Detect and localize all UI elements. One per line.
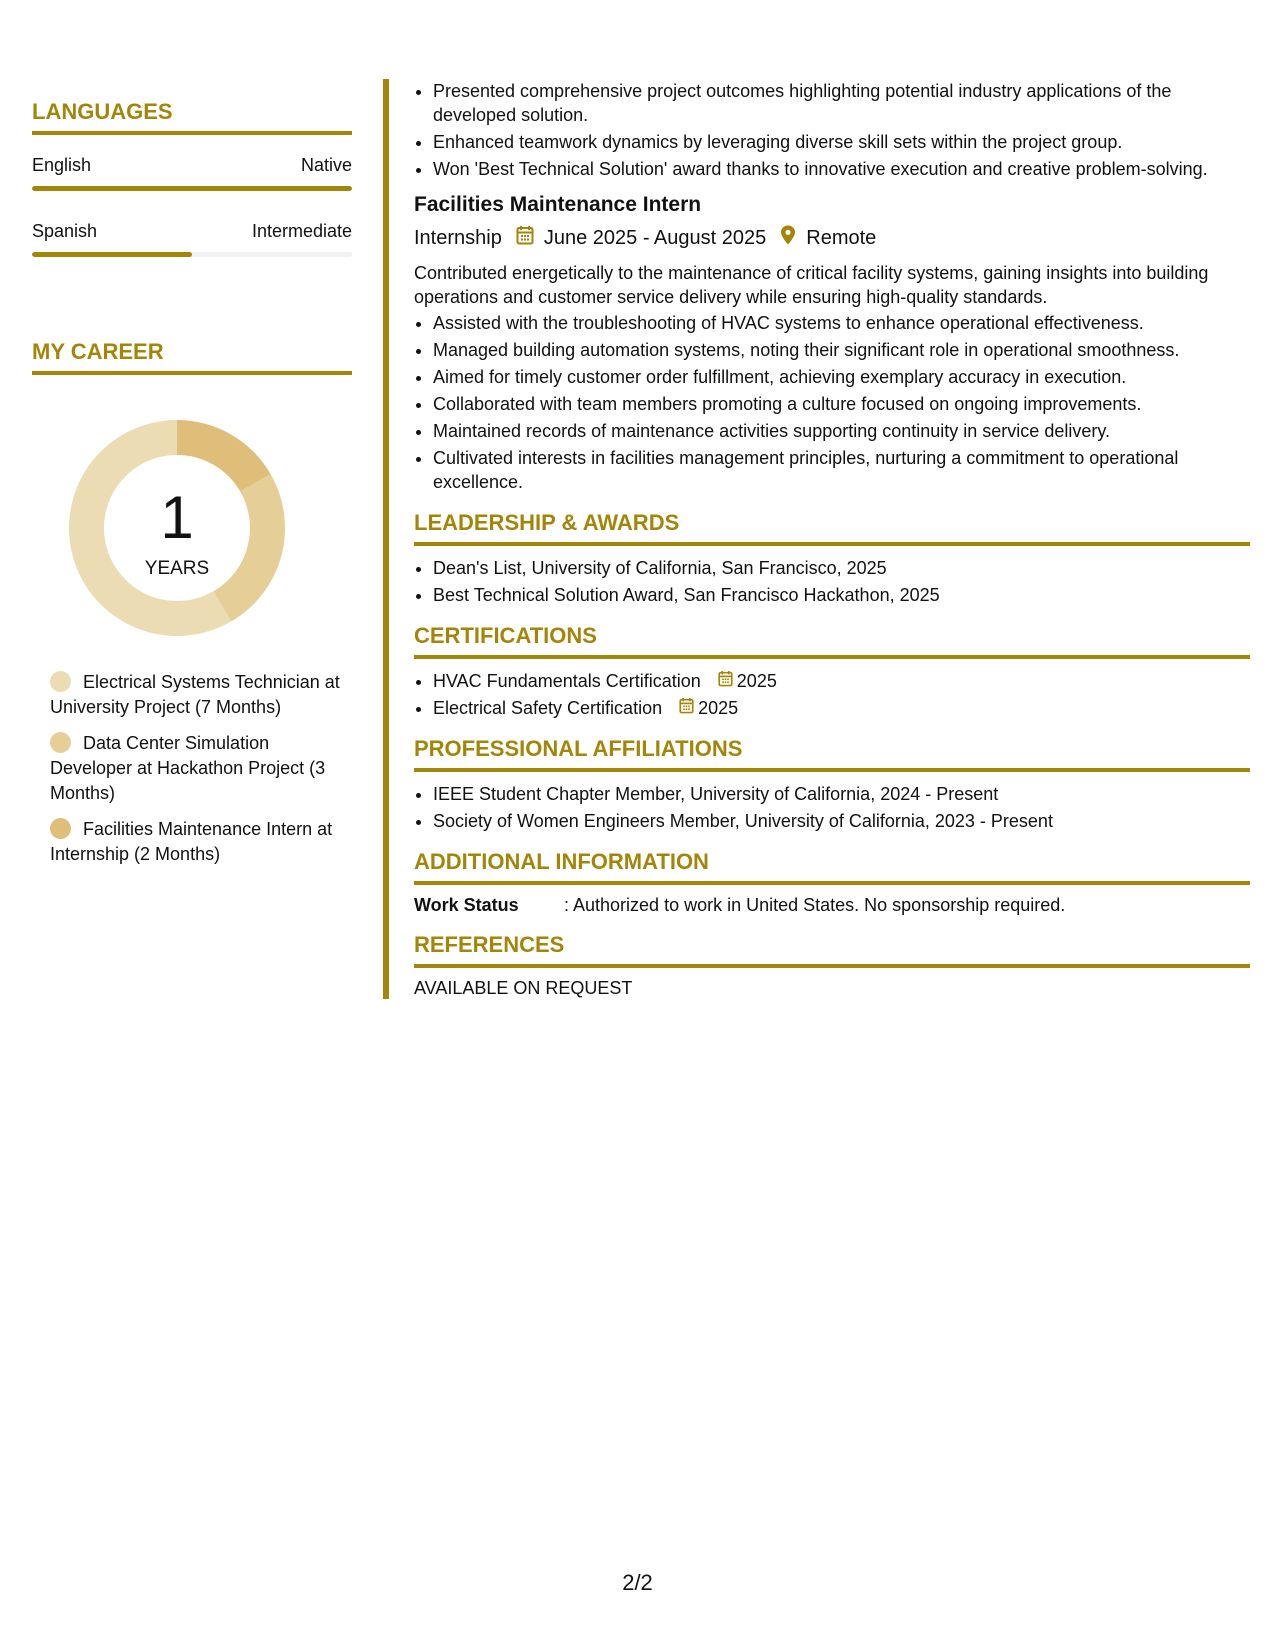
language-name: Spanish bbox=[32, 221, 98, 241]
language-name: English bbox=[32, 155, 92, 175]
job-description: Contributed energetically to the maintenance of critical facility systems, gaining insights into building operations and customer service delivery while ensuring high-quality standards. bbox=[414, 263, 1209, 307]
leadership-heading: LEADERSHIP & AWARDS bbox=[414, 510, 1250, 546]
career-legend-dot bbox=[50, 818, 71, 839]
references-text: AVAILABLE ON REQUEST bbox=[414, 978, 633, 998]
job-meta bbox=[414, 225, 1250, 251]
certification-item bbox=[433, 696, 1250, 720]
bullet-item: • Cultivated interests in facilities management principles, nurturing a commitment to operational excellence. bbox=[433, 446, 1250, 494]
bullet-item: • Enhanced teamwork dynamics by leveraging diverse skill sets within the project group. bbox=[433, 130, 1250, 154]
career-section bbox=[32, 339, 352, 375]
language-proficiency-bar bbox=[32, 186, 352, 191]
job-entry bbox=[414, 193, 1250, 494]
work-status-value: : Authorized to work in United States. No sponsorship required. bbox=[564, 895, 1066, 915]
additional-info-heading: ADDITIONAL INFORMATION bbox=[414, 849, 1250, 885]
language-level: Native bbox=[300, 155, 352, 175]
language-item bbox=[32, 221, 352, 257]
job-company: Internship bbox=[414, 226, 502, 249]
certification-year: 2025 bbox=[736, 671, 777, 691]
career-legend-dot bbox=[50, 732, 71, 753]
vertical-divider bbox=[383, 79, 389, 999]
language-item bbox=[32, 155, 352, 191]
career-legend-item bbox=[50, 817, 350, 867]
career-legend-label: Facilities Maintenance Intern at Internship (2 Months) bbox=[50, 819, 333, 864]
bullet-item: • Aimed for timely customer order fulfillment, achieving exemplary accuracy in execution. bbox=[433, 365, 1250, 389]
affiliations-section bbox=[414, 736, 1250, 833]
certification-name: HVAC Fundamentals Certification bbox=[433, 671, 701, 691]
page-number: 2/2 bbox=[622, 1570, 653, 1595]
calendar-icon bbox=[679, 696, 698, 720]
certification-item bbox=[433, 669, 1250, 693]
work-status-label: Work Status bbox=[414, 895, 519, 915]
bullet-item: • Managed building automation systems, noting their significant role in operational smoothness. bbox=[433, 338, 1250, 362]
career-legend bbox=[50, 670, 350, 878]
previous-job-bullets bbox=[414, 79, 1250, 181]
bullet-item: • Dean's List, University of California, San Francisco, 2025 bbox=[433, 556, 1250, 580]
language-proficiency-bar bbox=[32, 252, 352, 257]
work-status-row bbox=[414, 895, 1250, 916]
languages-heading: LANGUAGES bbox=[32, 99, 352, 135]
location-pin-icon bbox=[780, 225, 796, 251]
job-bullets bbox=[414, 311, 1250, 494]
career-legend-label: Data Center Simulation Developer at Hackathon Project (3 Months) bbox=[50, 733, 326, 803]
career-legend-label: Electrical Systems Technician at University Project (7 Months) bbox=[50, 672, 340, 717]
certifications-section bbox=[414, 623, 1250, 720]
bullet-item: • Society of Women Engineers Member, University of California, 2023 - Present bbox=[433, 809, 1250, 833]
language-proficiency-fill bbox=[32, 252, 192, 257]
language-proficiency-fill bbox=[32, 186, 352, 191]
career-total-number: 1 bbox=[160, 484, 194, 551]
career-legend-item bbox=[50, 670, 350, 720]
job-dates: June 2025 - August 2025 bbox=[543, 226, 767, 249]
career-legend-item bbox=[50, 731, 350, 806]
main-content bbox=[414, 79, 1250, 999]
bullet-item: • Maintained records of maintenance activities supporting continuity in service delivery. bbox=[433, 419, 1250, 443]
career-donut-chart bbox=[67, 418, 287, 638]
affiliations-heading: PROFESSIONAL AFFILIATIONS bbox=[414, 736, 1250, 772]
leadership-section bbox=[414, 510, 1250, 607]
career-donut-center bbox=[67, 418, 287, 638]
career-heading: MY CAREER bbox=[32, 339, 352, 375]
bullet-item: • Won 'Best Technical Solution' award thanks to innovative execution and creative problem-solving. bbox=[433, 157, 1250, 181]
bullet-item: • Presented comprehensive project outcomes highlighting potential industry applications of the developed solution. bbox=[433, 79, 1250, 127]
languages-section bbox=[32, 99, 352, 257]
certification-year: 2025 bbox=[698, 698, 739, 718]
bullet-item: • IEEE Student Chapter Member, University of California, 2024 - Present bbox=[433, 782, 1250, 806]
bullet-item: • Assisted with the troubleshooting of HVAC systems to enhance operational effectiveness. bbox=[433, 311, 1250, 335]
references-section bbox=[414, 932, 1250, 999]
bullet-item: • Collaborated with team members promoting a culture focused on ongoing improvements. bbox=[433, 392, 1250, 416]
certification-name: Electrical Safety Certification bbox=[433, 698, 663, 718]
calendar-icon bbox=[718, 669, 737, 693]
certifications-heading: CERTIFICATIONS bbox=[414, 623, 1250, 659]
bullet-item: • Best Technical Solution Award, San Francisco Hackathon, 2025 bbox=[433, 583, 1250, 607]
job-title: Facilities Maintenance Intern bbox=[414, 193, 702, 216]
job-location: Remote bbox=[806, 226, 877, 249]
career-total-unit: YEARS bbox=[144, 558, 210, 579]
additional-info-section bbox=[414, 849, 1250, 916]
language-level: Intermediate bbox=[251, 221, 352, 241]
references-heading: REFERENCES bbox=[414, 932, 1250, 968]
calendar-icon bbox=[516, 225, 534, 251]
career-legend-dot bbox=[50, 671, 71, 692]
